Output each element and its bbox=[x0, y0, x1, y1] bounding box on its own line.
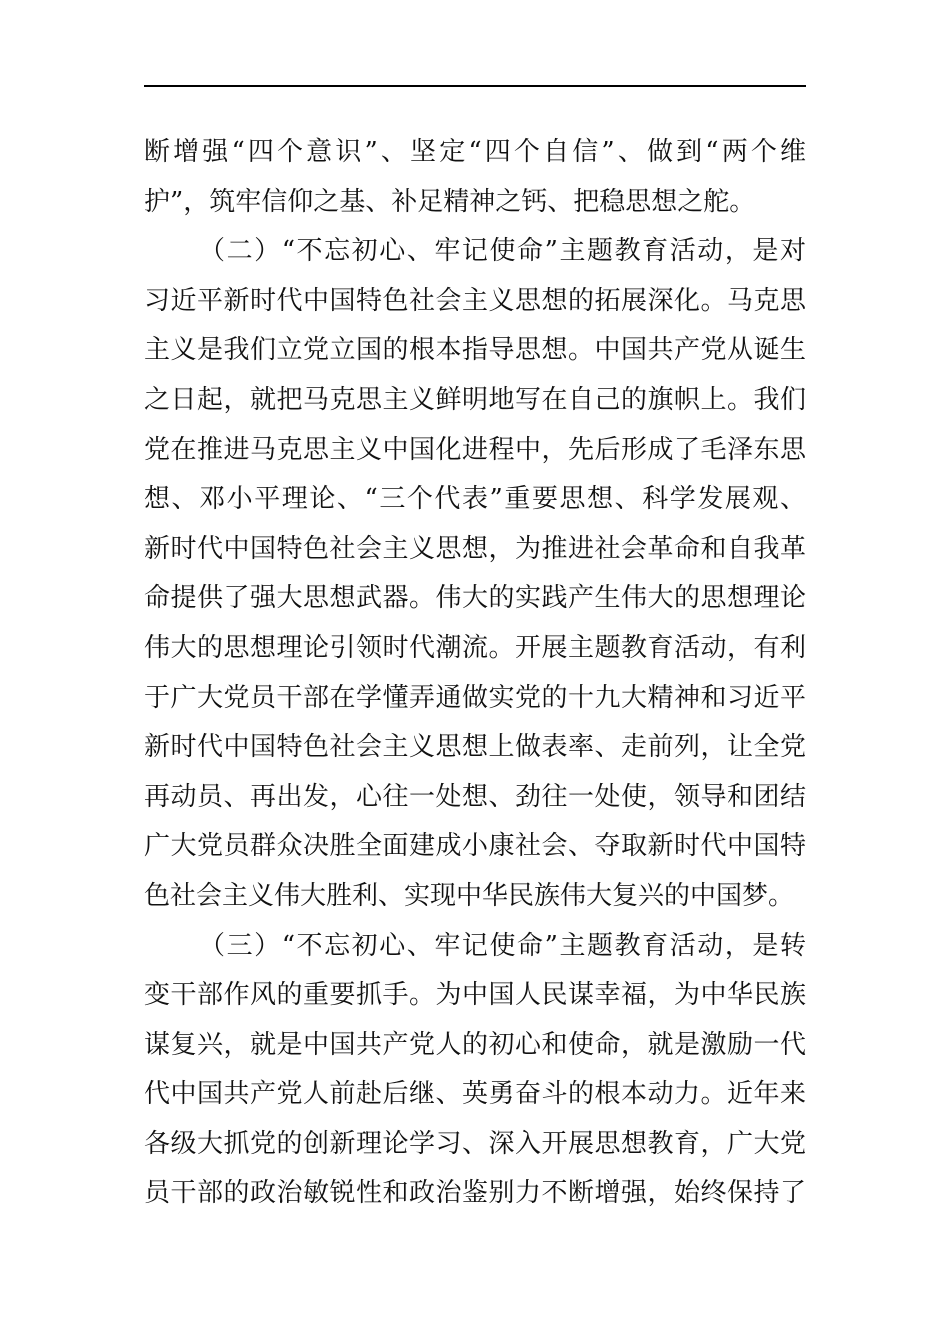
text-line: 想、邓小平理论、“三个代表”重要思想、科学发展观、 bbox=[144, 484, 806, 515]
paragraph-heading-line: （三）“不忘初心、牢记使命”主题教育活动，是转 bbox=[199, 930, 806, 961]
text-line: 断增强“四个意识”、坚定“四个自信”、做到“两个维 bbox=[144, 137, 806, 167]
text-line: 主义是我们立党立国的根本指导思想。中国共产党从诞生 bbox=[144, 335, 806, 366]
text-line: 新时代中国特色社会主义思想上做表率、走前列，让全党 bbox=[144, 732, 806, 763]
text-line: 再动员、再出发，心往一处想、劲往一处使，领导和团结 bbox=[144, 781, 806, 812]
text-line: 党在推进马克思主义中国化进程中，先后形成了毛泽东思 bbox=[144, 434, 806, 465]
text-line: 员干部的政治敏锐性和政治鉴别力不断增强，始终保持了 bbox=[144, 1178, 806, 1209]
text-line: 广大党员群众决胜全面建成小康社会、夺取新时代中国特 bbox=[144, 831, 806, 862]
text-line: 护”，筑牢信仰之基、补足精神之钙、把稳思想之舵。 bbox=[144, 186, 756, 217]
text-line: 习近平新时代中国特色社会主义思想的拓展深化。马克思 bbox=[144, 285, 806, 316]
text-line: 谋复兴，就是中国共产党人的初心和使命，就是激励一代 bbox=[144, 1029, 806, 1060]
text-line: 色社会主义伟大胜利、实现中华民族伟大复兴的中国梦。 bbox=[144, 880, 795, 911]
text-line: 伟大的思想理论引领时代潮流。开展主题教育活动，有利 bbox=[144, 632, 806, 663]
text-line: 命提供了强大思想武器。伟大的实践产生伟大的思想理论 bbox=[144, 583, 806, 614]
text-line: 之日起，就把马克思主义鲜明地写在自己的旗帜上。我们 bbox=[144, 384, 806, 415]
text-line: 新时代中国特色社会主义思想，为推进社会革命和自我革 bbox=[144, 533, 806, 564]
text-line: 各级大抓党的创新理论学习、深入开展思想教育，广大党 bbox=[144, 1128, 806, 1159]
text-line: 于广大党员干部在学懂弄通做实党的十九大精神和习近平 bbox=[144, 682, 806, 713]
paragraph-heading-line: （二）“不忘初心、牢记使命”主题教育活动，是对 bbox=[199, 236, 806, 267]
body-text bbox=[144, 128, 806, 1219]
text-line: 变干部作风的重要抓手。为中国人民谋幸福，为中华民族 bbox=[144, 980, 806, 1011]
header-rule bbox=[144, 85, 806, 87]
text-line: 代中国共产党人前赴后继、英勇奋斗的根本动力。近年来 bbox=[144, 1079, 806, 1110]
